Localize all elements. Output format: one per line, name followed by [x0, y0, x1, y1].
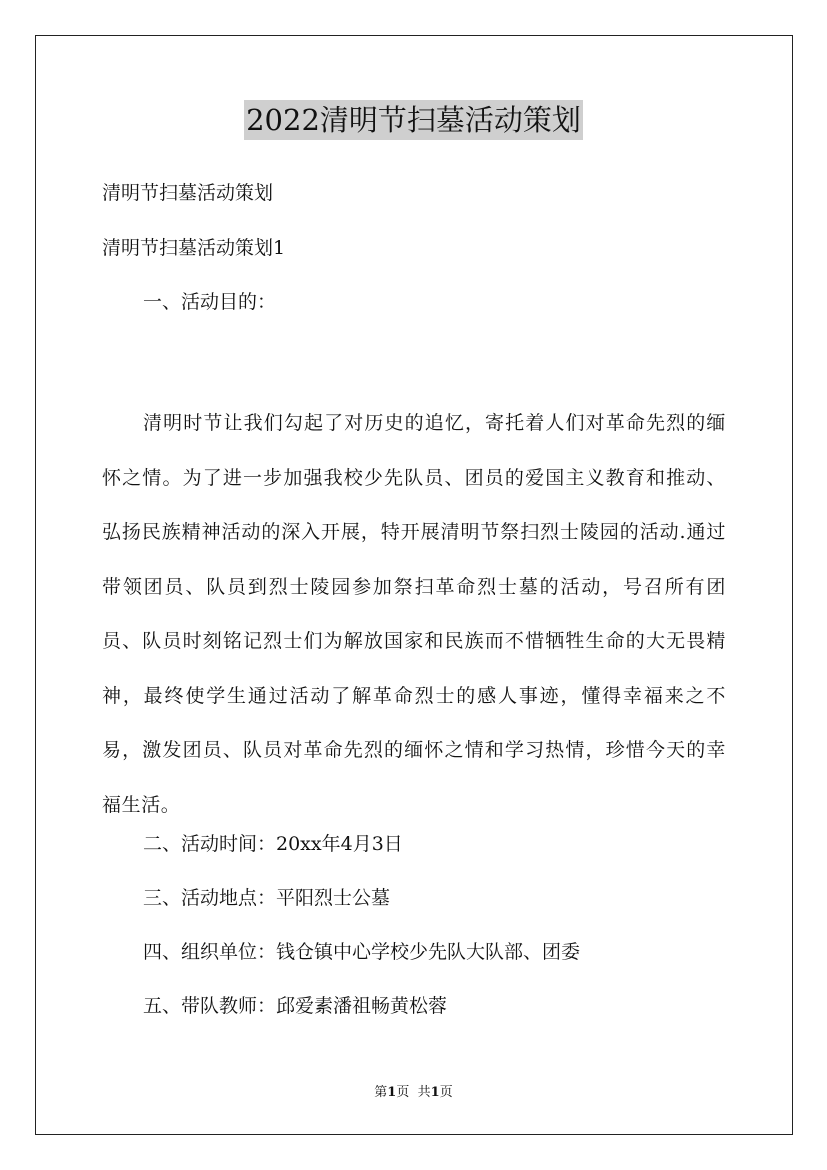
- section-purpose: 一、活动目的：: [143, 291, 277, 313]
- footer-total-prefix: 共: [417, 1085, 431, 1100]
- document-title: 2022清明节扫墓活动策划: [244, 100, 583, 140]
- section-location: 三、活动地点：平阳烈士公墓: [143, 887, 391, 909]
- section-organizer: 四、组织单位：钱仓镇中心学校少先队大队部、团委: [143, 941, 581, 963]
- heading-sub: 清明节扫墓活动策划1: [102, 237, 286, 259]
- section-teachers: 五、带队教师：邱爱素潘祖畅黄松蓉: [143, 995, 448, 1017]
- footer-total-pages: 1: [430, 1085, 440, 1100]
- footer-page-prefix: 第: [374, 1085, 388, 1100]
- title-container: [0, 100, 827, 140]
- purpose-paragraph: 清明时节让我们勾起了对历史的追忆，寄托着人们对革命先烈的缅怀之情。为了进一步加强我校少先队员、团员的爱国主义教育和推动、弘扬民族精神活动的深入开展，特开展清明节祭扫烈士陵园的活动.通过带领团员、队员到烈士陵园参加祭扫革命烈士墓的活动，号召所有团员、队员时刻铭记烈士们为解放国家和民族而不惜牺牲生命的大无畏精神，最终使学生通过活动了解革命烈士的感人事迹，懂得幸福来之不易，激发团员、队员对革命先烈的缅怀之情和学习热情，珍惜今天的幸福生活。: [102, 412, 726, 816]
- footer-page-number: 1: [387, 1085, 397, 1100]
- footer-page-suffix: 页: [396, 1085, 410, 1100]
- section-time: 二、活动时间：20xx年4月3日: [143, 833, 403, 855]
- page-footer: [0, 1084, 827, 1102]
- heading-main: 清明节扫墓活动策划: [102, 182, 274, 204]
- footer-total-suffix: 页: [439, 1085, 453, 1100]
